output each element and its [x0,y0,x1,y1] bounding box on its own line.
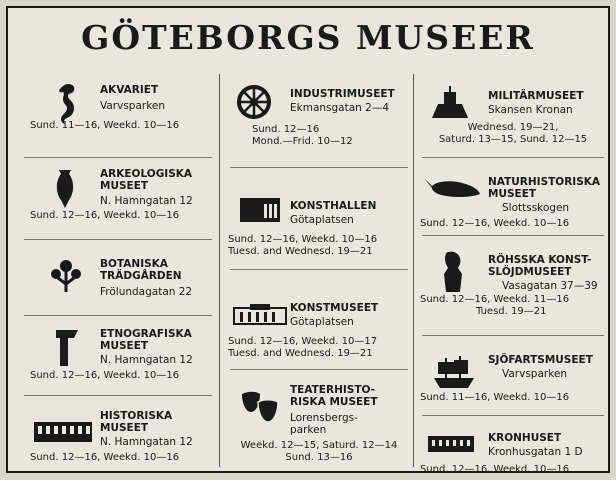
museum-address: N. Hamngatan 12 [100,195,193,207]
museum-hours: Sund. 12—16, Weekd. 10—16 [420,464,570,475]
entry-etnografiska [20,320,216,392]
entry-akvariet [20,72,216,154]
entry-teater [226,374,412,474]
museum-hours: Sund. 13—16 [285,452,353,463]
entry-divider [24,315,212,316]
column-divider [219,74,220,467]
column-divider [413,74,414,467]
museum-name: SJÖFARTSMUSEET [488,354,593,366]
museum-hours: Sund. 12—16, Weekd. 10—16 [30,452,180,463]
museum-hours: Sund. 12—16 [252,124,320,135]
museum-name: KRONHUSET [488,432,562,444]
museum-hours: Tuesd. and Wednesd. 19—21 [228,246,373,257]
entry-sjofart [418,340,608,412]
museum-address: N. Hamngatan 12 [100,354,193,366]
column-right [418,72,608,475]
museum-hours: Sund. 12—16, Weekd. 10—16 [30,210,180,221]
museum-address: Slottsskogen [502,202,570,214]
column-left [20,72,216,465]
museum-name: RISKA MUSEET [290,396,378,408]
museum-hours: Sund. 12—16, Weekd. 11—16 [420,294,570,305]
museum-name: KONSTHALLEN [290,200,377,212]
entry-historiska [20,400,216,470]
building-icon [238,194,280,234]
museum-hours: Saturd. 13—15, Sund. 12—15 [438,134,588,145]
museum-name: SLÖJDMUSEET [488,266,572,278]
museum-address: N. Hamngatan 12 [100,436,193,448]
museum-name: ETNOGRAFISKA [100,328,192,340]
museum-name: MUSEET [100,340,149,352]
museum-address: Vasagatan 37—39 [502,280,598,292]
entry-divider [422,415,604,416]
museum-hours: Sund. 12—16, Weekd. 10—17 [228,336,378,347]
fortress-icon [428,84,470,124]
museum-address: Varvsparken [502,368,568,380]
museum-address: Götaplatsen [290,316,354,328]
museum-name: MUSEET [100,422,149,434]
museum-address: Varvsparken [100,100,166,112]
entry-divider [24,239,212,240]
entry-divider [24,395,212,396]
museum-name: BOTANISKA [100,258,168,270]
entry-divider [24,157,212,158]
masks-icon [240,388,282,428]
entry-industri [226,72,412,164]
gear-icon [234,82,276,122]
museum-name: TEATERHISTO- [290,384,375,396]
museum-address: Lorensbergs- [290,412,358,424]
entry-divider [230,269,408,270]
column-middle [226,72,412,465]
poster-title: GÖTEBORGS MUSEER [81,18,535,57]
museum-address: Götaplatsen [290,214,354,226]
entry-konstmuseet [226,274,412,366]
museum-name: HISTORISKA [100,410,173,422]
museum-address: Kronhusgatan 1 D [488,446,583,458]
totem-icon [52,328,94,368]
ship-icon [432,354,474,394]
museum-name: MUSEET [100,180,149,192]
museum-hours: Wednesd. 19—21, [467,122,559,133]
museum-poster [6,6,610,473]
entry-botaniska [20,244,216,312]
museum-name: MILITÄRMUSEET [488,90,584,102]
museum-name: NATURHISTORISKA [488,176,601,188]
museum-hours: Sund. 12—16, Weekd. 10—16 [420,218,570,229]
museum-hours: Mond.—Frid. 10—12 [252,136,353,147]
museum-address: Ekmansgatan 2—4 [290,102,390,114]
museum-hours: Sund. 12—16, Weekd. 10—16 [228,234,378,245]
entry-arkeologiska [20,162,216,236]
seahorse-icon [46,82,88,122]
entry-militar [418,72,608,154]
entry-divider [422,335,604,336]
vase-icon [50,168,92,208]
museum-hours: Sund. 12—16, Weekd. 10—16 [30,370,180,381]
museum-name: TRÄDGÅRDEN [100,270,182,282]
entry-divider [422,157,604,158]
museum-name: ARKEOLOGISKA [100,168,193,180]
museum-hours: Sund. 11—16, Weekd. 10—16 [420,392,570,403]
entry-natur [418,162,608,232]
statue-icon [438,250,480,290]
entry-divider [422,235,604,236]
museum-address: parken [290,424,327,436]
museum-name: KONSTMUSEET [290,302,379,314]
museum-address: Skansen Kronan [488,104,573,116]
museum-hours: Tuesd. 19—21 [476,306,547,317]
museum-name: MUSEET [488,188,537,200]
museum-name: AKVARIET [100,84,159,96]
museum-name: RÖHSSKA KONST- [488,254,592,266]
entry-divider [230,167,408,168]
whale-icon [422,172,482,212]
museum-name: INDUSTRIMUSEET [290,88,395,100]
entry-konsthallen [226,172,412,266]
museum-hours: Weekd. 12—15, Saturd. 12—14 [240,440,398,451]
museum-hours: Sund. 11—16, Weekd. 10—16 [30,120,180,131]
museum-hours: Tuesd. and Wednesd. 19—21 [228,348,373,359]
entry-rohsska [418,240,608,332]
museum-address: Frölundagatan 22 [100,286,193,298]
flower-icon [46,254,88,294]
entry-divider [230,369,408,370]
entry-kronhuset [418,420,608,480]
building-icon [32,416,94,456]
